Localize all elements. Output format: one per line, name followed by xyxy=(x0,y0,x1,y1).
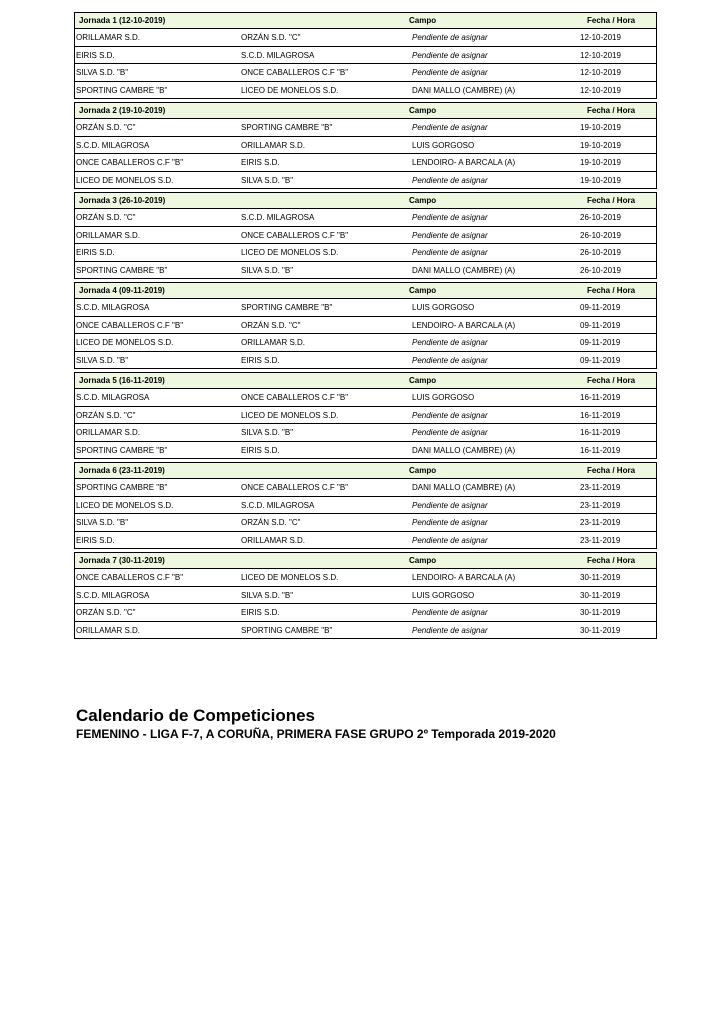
fecha-header: Fecha / Hora xyxy=(587,106,636,115)
jornada-header xyxy=(75,193,656,209)
visiting-team: SILVA S.D. "B" xyxy=(241,175,294,185)
local-team: S.C.D. MILAGROSA xyxy=(76,590,150,600)
venue: Pendiente de asignar xyxy=(412,355,488,365)
jornada-block xyxy=(74,192,657,279)
visiting-team: SILVA S.D. "B" xyxy=(241,428,294,437)
jornada-title: Jornada 3 (26-10-2019) xyxy=(79,196,166,205)
visiting-team: LICEO DE MONELOS S.D. xyxy=(241,573,339,582)
jornada-header xyxy=(75,463,656,479)
jornada-title: Jornada 1 (12-10-2019) xyxy=(79,16,166,25)
visiting-team: SPORTING CAMBRE "B" xyxy=(241,123,333,132)
local-team: S.C.D. MILAGROSA xyxy=(76,303,150,312)
visiting-team: ORZÁN S.D. "C" xyxy=(241,33,301,42)
jornada-header xyxy=(75,373,656,389)
jornada-title: Jornada 6 (23-11-2019) xyxy=(79,466,165,475)
match-row xyxy=(75,569,656,587)
visiting-team: SPORTING CAMBRE "B" xyxy=(241,625,333,635)
jornada-header xyxy=(75,553,656,569)
match-date: 16-11-2019 xyxy=(580,410,621,420)
local-team: ONCE CABALLEROS C.F "B" xyxy=(76,158,184,167)
visiting-team: EIRIS S.D. xyxy=(241,158,280,167)
match-row xyxy=(75,119,656,137)
match-row xyxy=(75,442,656,459)
local-team: SPORTING CAMBRE "B" xyxy=(76,265,168,275)
jornada-block xyxy=(74,552,657,639)
match-row xyxy=(75,137,656,155)
local-team: ORILLAMAR S.D. xyxy=(76,428,141,437)
match-row xyxy=(75,244,656,262)
local-team: ORILLAMAR S.D. xyxy=(76,625,141,635)
local-team: EIRIS S.D. xyxy=(76,248,115,257)
match-date: 09-11-2019 xyxy=(580,338,621,347)
campo-header: Campo xyxy=(409,466,437,475)
match-row xyxy=(75,532,656,549)
venue: LUIS GORGOSO xyxy=(412,590,475,600)
visiting-team: ORZÁN S.D. "C" xyxy=(241,320,301,330)
match-row xyxy=(75,479,656,497)
visiting-team: SPORTING CAMBRE "B" xyxy=(241,303,333,312)
visiting-team: LICEO DE MONELOS S.D. xyxy=(241,410,339,420)
jornada-block xyxy=(74,282,657,369)
match-date: 26-10-2019 xyxy=(580,230,621,240)
match-row xyxy=(75,47,656,65)
match-row xyxy=(75,317,656,335)
venue: DANI MALLO (CAMBRE) (A) xyxy=(412,265,516,275)
venue: LUIS GORGOSO xyxy=(412,393,475,402)
venue: DANI MALLO (CAMBRE) (A) xyxy=(412,445,516,455)
visiting-team: ONCE CABALLEROS C.F "B" xyxy=(241,483,349,492)
match-date: 16-11-2019 xyxy=(580,393,621,402)
match-row xyxy=(75,424,656,442)
local-team: ORZÁN S.D. "C" xyxy=(76,123,136,132)
local-team: LICEO DE MONELOS S.D. xyxy=(76,338,174,347)
visiting-team: LICEO DE MONELOS S.D. xyxy=(241,248,339,257)
fecha-header: Fecha / Hora xyxy=(587,556,636,565)
match-date: 09-11-2019 xyxy=(580,303,621,312)
local-team: SILVA S.D. "B" xyxy=(76,355,129,365)
match-date: 09-11-2019 xyxy=(580,355,621,365)
local-team: ORZÁN S.D. "C" xyxy=(76,213,136,222)
match-row xyxy=(75,514,656,532)
visiting-team: ONCE CABALLEROS C.F "B" xyxy=(241,230,349,240)
visiting-team: ORILLAMAR S.D. xyxy=(241,140,306,150)
venue: Pendiente de asignar xyxy=(412,500,488,510)
venue: LUIS GORGOSO xyxy=(412,303,475,312)
match-date: 23-11-2019 xyxy=(580,500,621,510)
visiting-team: SILVA S.D. "B" xyxy=(241,590,294,600)
venue: Pendiente de asignar xyxy=(412,68,488,77)
match-date: 19-10-2019 xyxy=(580,158,621,167)
campo-header: Campo xyxy=(409,16,437,25)
visiting-team: SILVA S.D. "B" xyxy=(241,265,294,275)
match-date: 19-10-2019 xyxy=(580,140,621,150)
match-date: 19-10-2019 xyxy=(580,123,621,132)
match-date: 30-11-2019 xyxy=(580,573,621,582)
venue: Pendiente de asignar xyxy=(412,50,488,60)
match-date: 12-10-2019 xyxy=(580,68,621,77)
campo-header: Campo xyxy=(409,286,437,295)
local-team: LICEO DE MONELOS S.D. xyxy=(76,500,174,510)
campo-header: Campo xyxy=(409,106,437,115)
jornada-header xyxy=(75,13,656,29)
match-date: 30-11-2019 xyxy=(580,608,621,617)
match-row xyxy=(75,389,656,407)
jornada-title: Jornada 7 (30-11-2019) xyxy=(79,556,165,565)
match-row xyxy=(75,587,656,605)
venue: Pendiente de asignar xyxy=(412,428,488,437)
local-team: SILVA S.D. "B" xyxy=(76,68,129,77)
local-team: EIRIS S.D. xyxy=(76,50,115,60)
match-row xyxy=(75,334,656,352)
jornada-block xyxy=(74,372,657,459)
match-row xyxy=(75,154,656,172)
fecha-header: Fecha / Hora xyxy=(587,16,636,25)
venue: LENDOIRO- A BARCALA (A) xyxy=(412,158,516,167)
match-date: 26-10-2019 xyxy=(580,265,621,275)
page-title: Calendario de Competiciones xyxy=(76,706,315,725)
match-row xyxy=(75,262,656,279)
local-team: ONCE CABALLEROS C.F "B" xyxy=(76,573,184,582)
local-team: ORILLAMAR S.D. xyxy=(76,33,141,42)
local-team: S.C.D. MILAGROSA xyxy=(76,140,150,150)
jornada-title: Jornada 4 (09-11-2019) xyxy=(79,286,165,295)
campo-header: Campo xyxy=(409,196,437,205)
venue: Pendiente de asignar xyxy=(412,338,488,347)
visiting-team: ORILLAMAR S.D. xyxy=(241,535,306,545)
visiting-team: S.C.D. MILAGROSA xyxy=(241,500,315,510)
venue: Pendiente de asignar xyxy=(412,535,488,545)
venue: Pendiente de asignar xyxy=(412,248,488,257)
venue: Pendiente de asignar xyxy=(412,230,488,240)
fecha-header: Fecha / Hora xyxy=(587,466,636,475)
venue: DANI MALLO (CAMBRE) (A) xyxy=(412,483,516,492)
match-row xyxy=(75,497,656,515)
venue: Pendiente de asignar xyxy=(412,33,488,42)
local-team: S.C.D. MILAGROSA xyxy=(76,393,150,402)
match-row xyxy=(75,622,656,639)
match-date: 26-10-2019 xyxy=(580,213,621,222)
jornada-title: Jornada 5 (16-11-2019) xyxy=(79,376,165,385)
jornada-title: Jornada 2 (19-10-2019) xyxy=(79,106,166,115)
local-team: ORZÁN S.D. "C" xyxy=(76,410,136,420)
local-team: ORZÁN S.D. "C" xyxy=(76,608,136,617)
match-date: 12-10-2019 xyxy=(580,33,621,42)
match-date: 30-11-2019 xyxy=(580,625,621,635)
fecha-header: Fecha / Hora xyxy=(587,376,636,385)
page-subtitle: FEMENINO - LIGA F-7, A CORUÑA, PRIMERA FASE GRUPO 2º Temporada 2019-2020 xyxy=(76,727,556,741)
local-team: SPORTING CAMBRE "B" xyxy=(76,483,168,492)
venue: Pendiente de asignar xyxy=(412,410,488,420)
match-row xyxy=(75,29,656,47)
match-row xyxy=(75,299,656,317)
local-team: LICEO DE MONELOS S.D. xyxy=(76,175,174,185)
campo-header: Campo xyxy=(409,376,437,385)
jornada-header xyxy=(75,283,656,299)
match-row xyxy=(75,407,656,425)
local-team: ONCE CABALLEROS C.F "B" xyxy=(76,320,184,330)
visiting-team: ONCE CABALLEROS C.F "B" xyxy=(241,393,349,402)
match-row xyxy=(75,82,656,99)
local-team: ORILLAMAR S.D. xyxy=(76,230,141,240)
venue: Pendiente de asignar xyxy=(412,213,488,222)
match-date: 12-10-2019 xyxy=(580,85,621,95)
local-team: EIRIS S.D. xyxy=(76,535,115,545)
match-row xyxy=(75,172,656,189)
match-date: 12-10-2019 xyxy=(580,50,621,60)
local-team: SILVA S.D. "B" xyxy=(76,518,129,527)
venue: LUIS GORGOSO xyxy=(412,140,475,150)
visiting-team: EIRIS S.D. xyxy=(241,355,280,365)
venue: DANI MALLO (CAMBRE) (A) xyxy=(412,85,516,95)
local-team: SPORTING CAMBRE "B" xyxy=(76,85,168,95)
fecha-header: Fecha / Hora xyxy=(587,196,636,205)
campo-header: Campo xyxy=(409,556,437,565)
visiting-team: S.C.D. MILAGROSA xyxy=(241,213,315,222)
match-row xyxy=(75,604,656,622)
visiting-team: S.C.D. MILAGROSA xyxy=(241,50,315,60)
match-date: 23-11-2019 xyxy=(580,483,621,492)
match-row xyxy=(75,64,656,82)
visiting-team: EIRIS S.D. xyxy=(241,608,280,617)
visiting-team: ONCE CABALLEROS C.F "B" xyxy=(241,68,349,77)
match-date: 30-11-2019 xyxy=(580,590,621,600)
venue: Pendiente de asignar xyxy=(412,175,488,185)
match-date: 16-11-2019 xyxy=(580,428,621,437)
fecha-header: Fecha / Hora xyxy=(587,286,636,295)
visiting-team: ORZÁN S.D. "C" xyxy=(241,518,301,527)
match-date: 19-10-2019 xyxy=(580,175,621,185)
jornada-block xyxy=(74,102,657,189)
local-team: SPORTING CAMBRE "B" xyxy=(76,445,168,455)
match-date: 23-11-2019 xyxy=(580,535,621,545)
venue: LENDOIRO- A BARCALA (A) xyxy=(412,573,516,582)
jornada-header xyxy=(75,103,656,119)
visiting-team: LICEO DE MONELOS S.D. xyxy=(241,85,339,95)
venue: Pendiente de asignar xyxy=(412,608,488,617)
venue: LENDOIRO- A BARCALA (A) xyxy=(412,320,516,330)
venue: Pendiente de asignar xyxy=(412,123,488,132)
visiting-team: ORILLAMAR S.D. xyxy=(241,338,306,347)
venue: Pendiente de asignar xyxy=(412,518,488,527)
match-row xyxy=(75,209,656,227)
venue: Pendiente de asignar xyxy=(412,625,488,635)
match-date: 23-11-2019 xyxy=(580,518,621,527)
match-row xyxy=(75,227,656,245)
match-date: 26-10-2019 xyxy=(580,248,621,257)
match-date: 16-11-2019 xyxy=(580,445,621,455)
match-date: 09-11-2019 xyxy=(580,320,621,330)
match-row xyxy=(75,352,656,369)
jornada-block xyxy=(74,462,657,549)
visiting-team: EIRIS S.D. xyxy=(241,445,280,455)
jornada-block xyxy=(74,12,657,99)
